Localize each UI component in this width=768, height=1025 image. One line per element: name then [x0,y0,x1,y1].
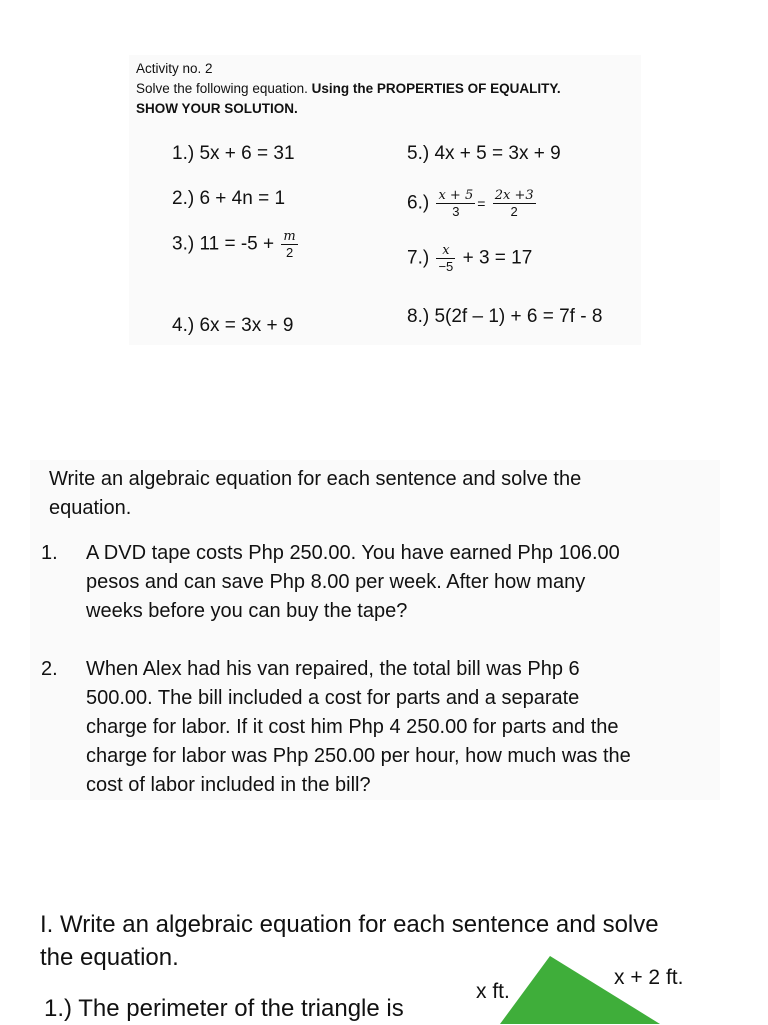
equation-5: 5.) 4x + 5 = 3x + 9 [407,143,561,164]
fraction-x-over-neg5: $\frac{x}{-5}$ [438,243,454,274]
word-problems-panel [30,460,720,800]
problem-1-number: 1. [41,542,58,564]
section3-instruction-line1: I. Write an algebraic equation for each sentence and solve [40,911,659,938]
problem-2-line3: charge for labor. If it cost him Php 4 250.00 for parts and the [86,716,619,738]
problem-2-line1: When Alex had his van repaired, the total bill was Php 6 [86,658,580,680]
activity-panel [129,55,641,345]
equation-1: 1.) 5x + 6 = 31 [172,143,295,164]
equation-3: 3.) 11 = -5 + $\frac{m}{2}$ [172,229,296,260]
word-problems-instruction-line1: Write an algebraic equation for each sentence and solve the [49,468,582,490]
section3-instruction-line2: the equation. [40,944,179,971]
triangle-problem-section [0,900,768,1024]
fraction-left: $\frac{x + 5}{3}$ [438,188,474,219]
problem-2-line4: charge for labor was Php 250.00 per hour, how much was the [86,745,631,767]
problem-1-line2: pesos and can save Php 8.00 per week. After how many [86,571,586,593]
equation-2: 2.) 6 + 4n = 1 [172,188,286,209]
side-label-left: x ft. [476,980,510,1003]
activity-instruction-line2: SHOW YOUR SOLUTION. [136,101,298,116]
equation-6: 6.) $\frac{x + 5}{3}$ = $\frac{2x +3}{2}$ [407,188,534,219]
activity-title: Activity no. 2 [136,61,213,76]
activity-instruction: Solve the following equation. Using the PROPERTIES OF EQUALITY. [136,81,561,96]
side-label-right: x + 2 ft. [614,966,684,989]
question-1: 1.) The perimeter of the triangle is [44,995,404,1022]
fraction-right: $\frac{2x +3}{2}$ [494,188,534,219]
problem-2-number: 2. [41,658,58,680]
fraction-m-over-2: $\frac{m}{2}$ [283,229,296,260]
problem-2-line2: 500.00. The bill included a cost for parts and a separate [86,687,580,709]
equation-7: 7.) $\frac{x}{-5}$ + 3 = 17 [407,243,533,274]
equation-4: 4.) 6x = 3x + 9 [172,315,294,336]
problem-2-line5: cost of labor included in the bill? [86,774,371,796]
problem-1-line1: A DVD tape costs Php 250.00. You have earned Php 106.00 [86,542,620,564]
word-problems-instruction-line2: equation. [49,497,132,519]
problem-1-line3: weeks before you can buy the tape? [86,600,408,622]
equation-8: 8.) 5(2f – 1) + 6 = 7f - 8 [407,306,603,327]
